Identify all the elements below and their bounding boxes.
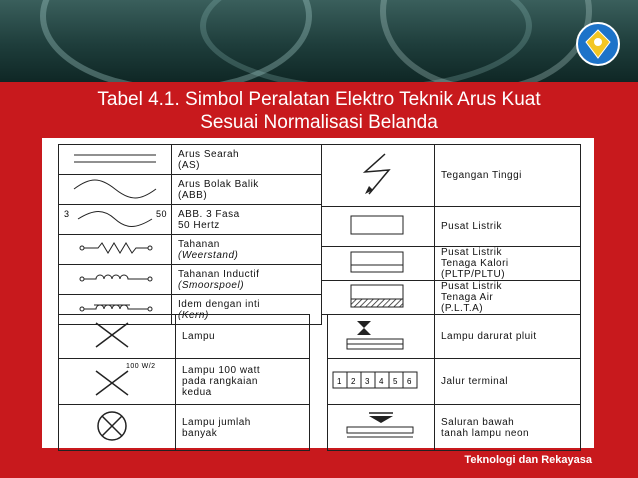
table-cell bbox=[435, 359, 581, 405]
label: Tenaga Air bbox=[441, 292, 494, 303]
table-cell bbox=[172, 205, 322, 235]
table-row bbox=[59, 175, 322, 205]
wave-symbol bbox=[59, 175, 172, 205]
label: tanah lampu neon bbox=[441, 427, 530, 439]
double-line-symbol bbox=[59, 145, 172, 175]
table-row bbox=[328, 315, 581, 359]
table-row bbox=[328, 359, 581, 405]
table-row bbox=[59, 235, 322, 265]
table-bottom-left bbox=[58, 314, 310, 451]
table-top-right bbox=[321, 144, 581, 315]
cross-100w-symbol bbox=[59, 359, 176, 405]
label: (Weerstand) bbox=[178, 249, 239, 261]
right-mark: 50 bbox=[156, 209, 168, 219]
table-row bbox=[322, 145, 581, 207]
tut-wuri-handayani-logo bbox=[576, 22, 620, 66]
table-cell bbox=[176, 359, 310, 405]
table-cell bbox=[435, 145, 581, 207]
label: (P.L.T.A) bbox=[441, 303, 484, 314]
label: Idem dengan inti bbox=[178, 298, 260, 310]
label: 50 Hertz bbox=[178, 219, 220, 231]
hatched-rectangle-symbol bbox=[322, 281, 435, 315]
table-cell bbox=[172, 265, 322, 295]
label: Tegangan Tinggi bbox=[441, 170, 522, 181]
label: (Smoorspoel) bbox=[178, 279, 245, 291]
coil-symbol bbox=[59, 265, 172, 295]
label: Arus Searah bbox=[178, 148, 240, 160]
table-bottom-right bbox=[327, 314, 581, 451]
terminal-label: 2 bbox=[351, 377, 356, 386]
label: Pusat Listrik bbox=[441, 247, 502, 258]
label: Arus Bolak Balik bbox=[178, 178, 259, 190]
label: Saluran bawah bbox=[441, 416, 515, 428]
table-cell bbox=[435, 315, 581, 359]
table-cell bbox=[172, 175, 322, 205]
header-banner bbox=[0, 0, 638, 82]
wattage-mark: 100 W/2 bbox=[126, 363, 156, 370]
table-cell bbox=[435, 281, 581, 315]
label: (AS) bbox=[178, 159, 200, 171]
footer-text: Teknologi dan Rekayasa bbox=[464, 454, 592, 466]
label: Jalur terminal bbox=[441, 376, 509, 387]
table-row bbox=[59, 315, 310, 359]
table-row bbox=[59, 265, 322, 295]
circle-cross-symbol bbox=[59, 405, 176, 451]
label: Tenaga Kalori bbox=[441, 258, 509, 269]
label: (ABB) bbox=[178, 189, 208, 201]
cross-symbol bbox=[59, 315, 176, 359]
table-top-left bbox=[58, 144, 322, 325]
table-row bbox=[59, 405, 310, 451]
label: Lampu jumlah bbox=[182, 416, 251, 428]
label: Pusat Listrik bbox=[441, 221, 502, 232]
emergency-lamp-symbol bbox=[328, 315, 435, 359]
table-cell bbox=[176, 405, 310, 451]
terminal-label: 5 bbox=[393, 377, 398, 386]
symbol-table-panel bbox=[42, 138, 594, 448]
table-row bbox=[322, 247, 581, 281]
label: Tahanan bbox=[178, 238, 220, 250]
label: (Kern) bbox=[178, 309, 209, 321]
table-row bbox=[322, 281, 581, 315]
underground-line-symbol bbox=[328, 405, 435, 451]
label: kedua bbox=[182, 387, 212, 398]
left-mark: 3 bbox=[64, 209, 70, 219]
label: ABB. 3 Fasa bbox=[178, 208, 240, 220]
terminal-strip-symbol bbox=[328, 359, 435, 405]
lightning-symbol bbox=[322, 145, 435, 207]
terminal-label: 3 bbox=[365, 377, 370, 386]
table-cell bbox=[435, 405, 581, 451]
rectangle-symbol bbox=[322, 207, 435, 247]
label: Lampu 100 watt bbox=[182, 365, 261, 376]
table-cell bbox=[435, 247, 581, 281]
table-cell bbox=[435, 207, 581, 247]
zigzag-resistor-symbol bbox=[59, 235, 172, 265]
table-cell bbox=[172, 235, 322, 265]
label: (PLTP/PLTU) bbox=[441, 269, 506, 280]
double-rectangle-symbol bbox=[322, 247, 435, 281]
table-row bbox=[59, 359, 310, 405]
table-row bbox=[59, 205, 322, 235]
slide-title-line2: Sesuai Normalisasi Belanda bbox=[200, 112, 438, 133]
label: Pusat Listrik bbox=[441, 281, 502, 292]
label: pada rangkaian bbox=[182, 376, 258, 387]
slide-title-line1: Tabel 4.1. Simbol Peralatan Elektro Teknik Arus Kuat bbox=[97, 89, 541, 110]
table-cell bbox=[176, 315, 310, 359]
label: Lampu darurat pluit bbox=[441, 331, 537, 342]
label: banyak bbox=[182, 427, 218, 439]
table-row bbox=[328, 405, 581, 451]
table-row bbox=[322, 207, 581, 247]
label: Tahanan Inductif bbox=[178, 268, 260, 280]
table-cell bbox=[172, 145, 322, 175]
table-row bbox=[59, 145, 322, 175]
terminal-label: 4 bbox=[379, 377, 384, 386]
terminal-label: 6 bbox=[407, 377, 412, 386]
terminal-label: 1 bbox=[337, 377, 342, 386]
label: Lampu bbox=[182, 331, 216, 342]
wave-3-50-symbol bbox=[59, 205, 172, 235]
